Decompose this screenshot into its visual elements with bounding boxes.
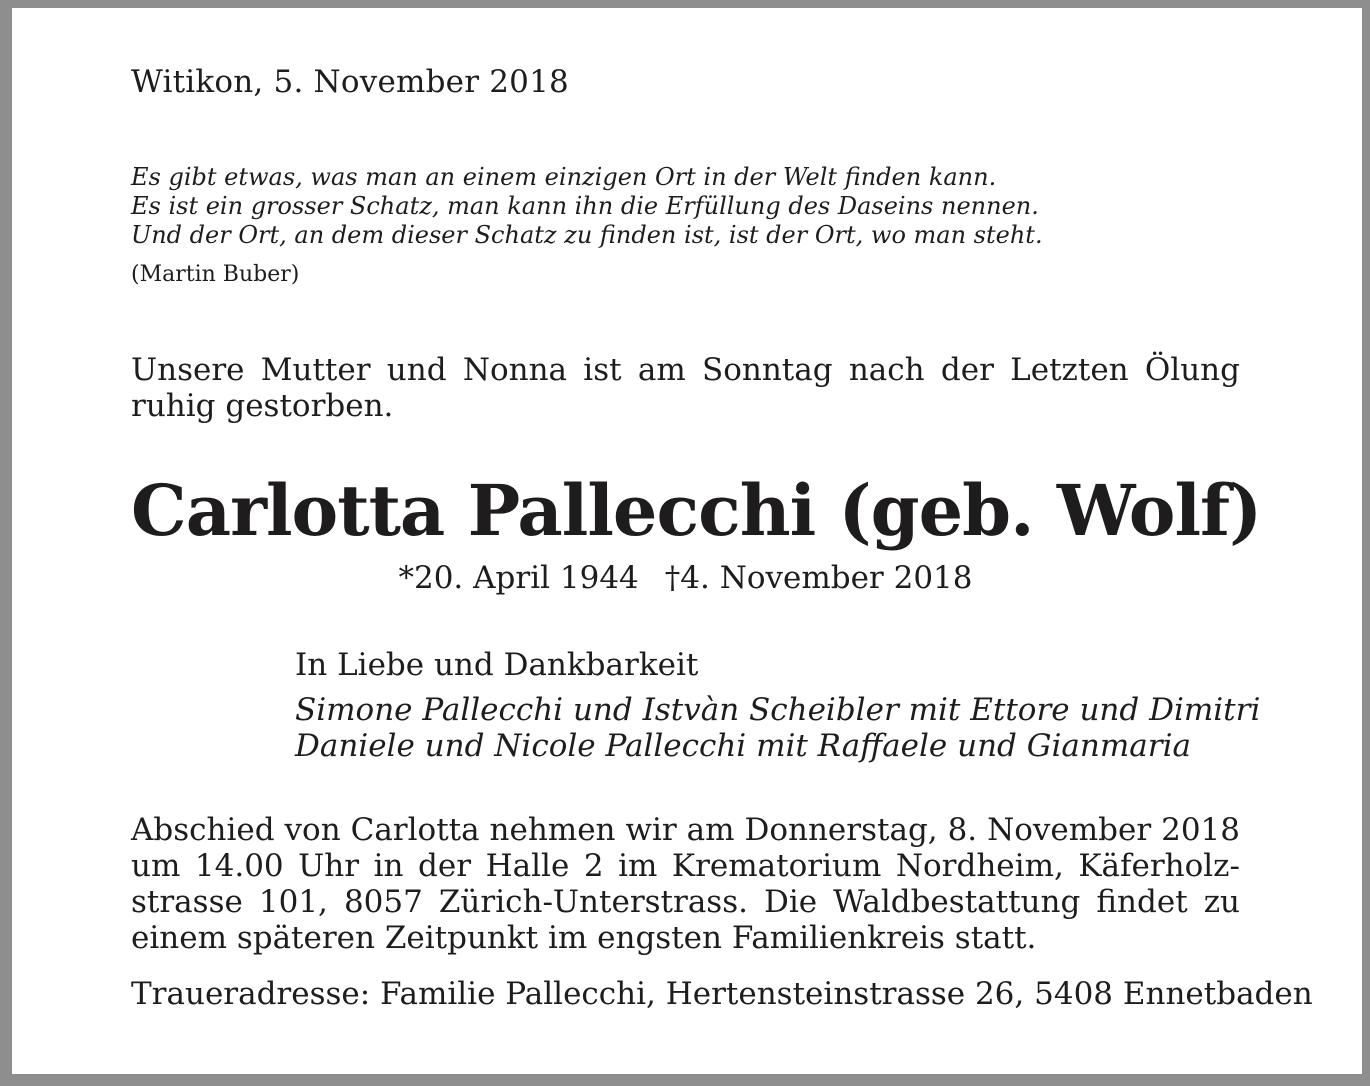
- quote-line: Es gibt etwas, was man an einem einzigen Ort in der Welt finden kann.: [131, 163, 997, 191]
- place-date: Witikon, 5. November 2018: [131, 64, 569, 100]
- family-heading: In Liebe und Dankbarkeit: [295, 647, 699, 683]
- intro-text: Unsere Mutter und Nonna ist am Sonntag nach der Letzten Ölung ruhig gestorben.: [131, 352, 1240, 424]
- life-dates: [131, 560, 1240, 596]
- birth-date: *20. April 1944: [398, 560, 639, 596]
- quote-line: Und der Ort, an dem dieser Schatz zu finden ist, ist der Ort, wo man steht.: [131, 221, 1043, 249]
- quote-author: (Martin Buber): [131, 262, 300, 287]
- farewell-text: Abschied von Carlotta nehmen wir am Donnerstag, 8. November 2018 um 14.00 Uhr in der Halle 2 im Krematorium Nordheim, Käferholz-strasse 101, 8057 Zürich-Unterstrass. Die Waldbestattung findet zu einem späteren Zeitpunkt im engsten Familienkreis statt.: [131, 812, 1240, 956]
- deceased-name: Carlotta Pallecchi (geb. Wolf): [131, 469, 1262, 552]
- mourning-address: Traueradresse: Familie Pallecchi, Hertensteinstrasse 26, 5408 Ennetbaden: [131, 976, 1313, 1012]
- death-date: †4. November 2018: [664, 560, 973, 596]
- family-line: Simone Pallecchi und Istvàn Scheibler mit Ettore und Dimitri: [295, 692, 1261, 728]
- family-block: [295, 647, 1260, 764]
- family-line: Daniele und Nicole Pallecchi mit Raffaele und Gianmaria: [295, 728, 1191, 764]
- quote-line: Es ist ein grosser Schatz, man kann ihn die Erfüllung des Daseins nennen.: [131, 192, 1039, 220]
- quote-block: [131, 163, 1240, 250]
